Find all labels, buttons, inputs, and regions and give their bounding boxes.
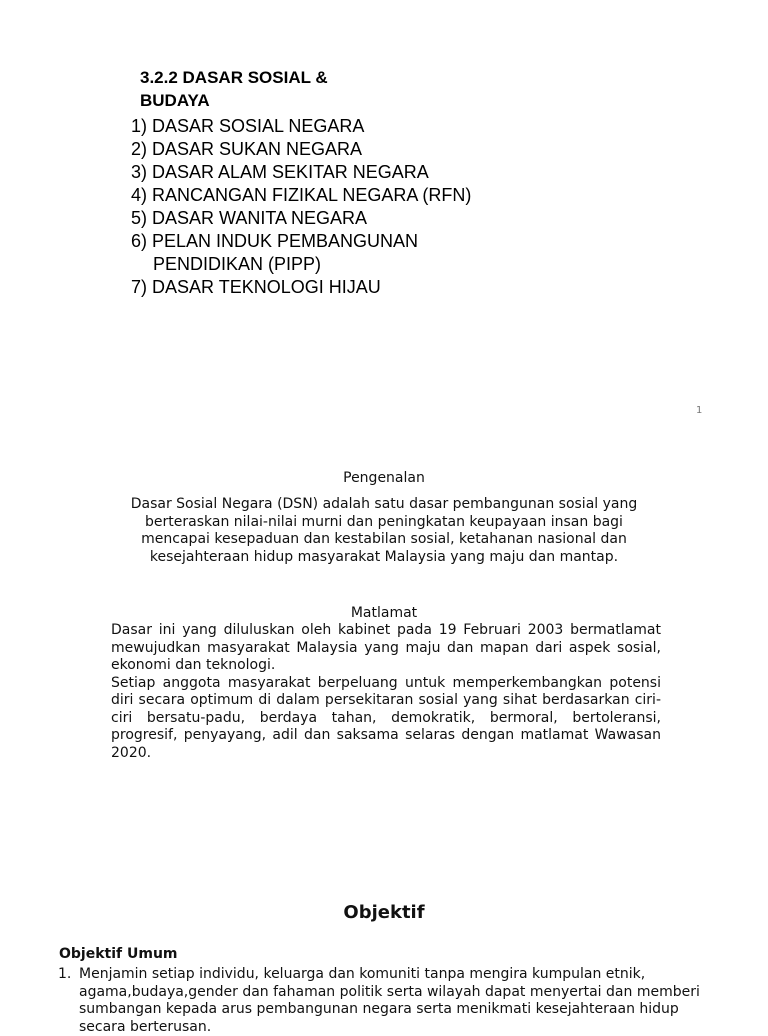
policy-list (131, 115, 483, 299)
list-number: 1. (58, 966, 72, 982)
goal-paragraph: Setiap anggota masyarakat berpeluang untuk memperkembangkan potensi diri secara optimum di dalam persekitaran sosial yang sihat berdasarkan ciri-ciri bersatu-padu, berdaya tahan, demokratik, bermoral, bertoleransi, progresif, penyayang, adil dan saksama selaras dengan matlamat Wawasan 2020. (111, 674, 661, 761)
list-item: 3) DASAR ALAM SEKITAR NEGARA (131, 162, 429, 182)
goal-title: Matlamat (350, 605, 418, 621)
list-item (58, 966, 708, 1036)
objective-title: Objektif (343, 902, 425, 923)
list-item: 7) DASAR TEKNOLOGI HIJAU (131, 277, 381, 297)
list-text: Menjamin setiap individu, keluarga dan komuniti tanpa mengira kumpulan etnik, agama,budaya,gender dan fahaman politik serta wilayah dapat menyertai dan memberi sumbangan kepada arus pembangunan negara serta menikmati kesejahteraan hidup secara berterusan. (79, 966, 700, 1035)
list-item: 1) DASAR SOSIAL NEGARA (131, 116, 365, 136)
list-item: 6) PELAN INDUK PEMBANGUNAN PENDIDIKAN (PIPP) (131, 231, 419, 274)
section-heading: 3.2.2 DASAR SOSIAL & BUDAYA (140, 68, 328, 110)
objective-list (58, 966, 708, 1036)
list-item: 4) RANCANGAN FIZIKAL NEGARA (RFN) (131, 185, 472, 205)
objective-subtitle: Objektif Umum (59, 946, 178, 962)
list-item: 5) DASAR WANITA NEGARA (131, 208, 368, 228)
goal-section (111, 622, 661, 762)
list-item: 2) DASAR SUKAN NEGARA (131, 139, 363, 159)
intro-title: Pengenalan (343, 470, 425, 486)
page-number: 1 (696, 405, 703, 416)
intro-paragraph: Dasar Sosial Negara (DSN) adalah satu dasar pembangunan sosial yang berteraskan nilai-nilai murni dan peningkatan keupayaan insan bagi mencapai kesepaduan dan kestabilan sosial, ketahanan nasional dan kesejahteraan hidup masyarakat Malaysia yang maju dan mantap. (130, 496, 638, 565)
goal-paragraph: Dasar ini yang diluluskan oleh kabinet pada 19 Februari 2003 bermatlamat mewujudkan masyarakat Malaysia yang maju dan mapan dari aspek sosial, ekonomi dan teknologi. (111, 622, 661, 673)
